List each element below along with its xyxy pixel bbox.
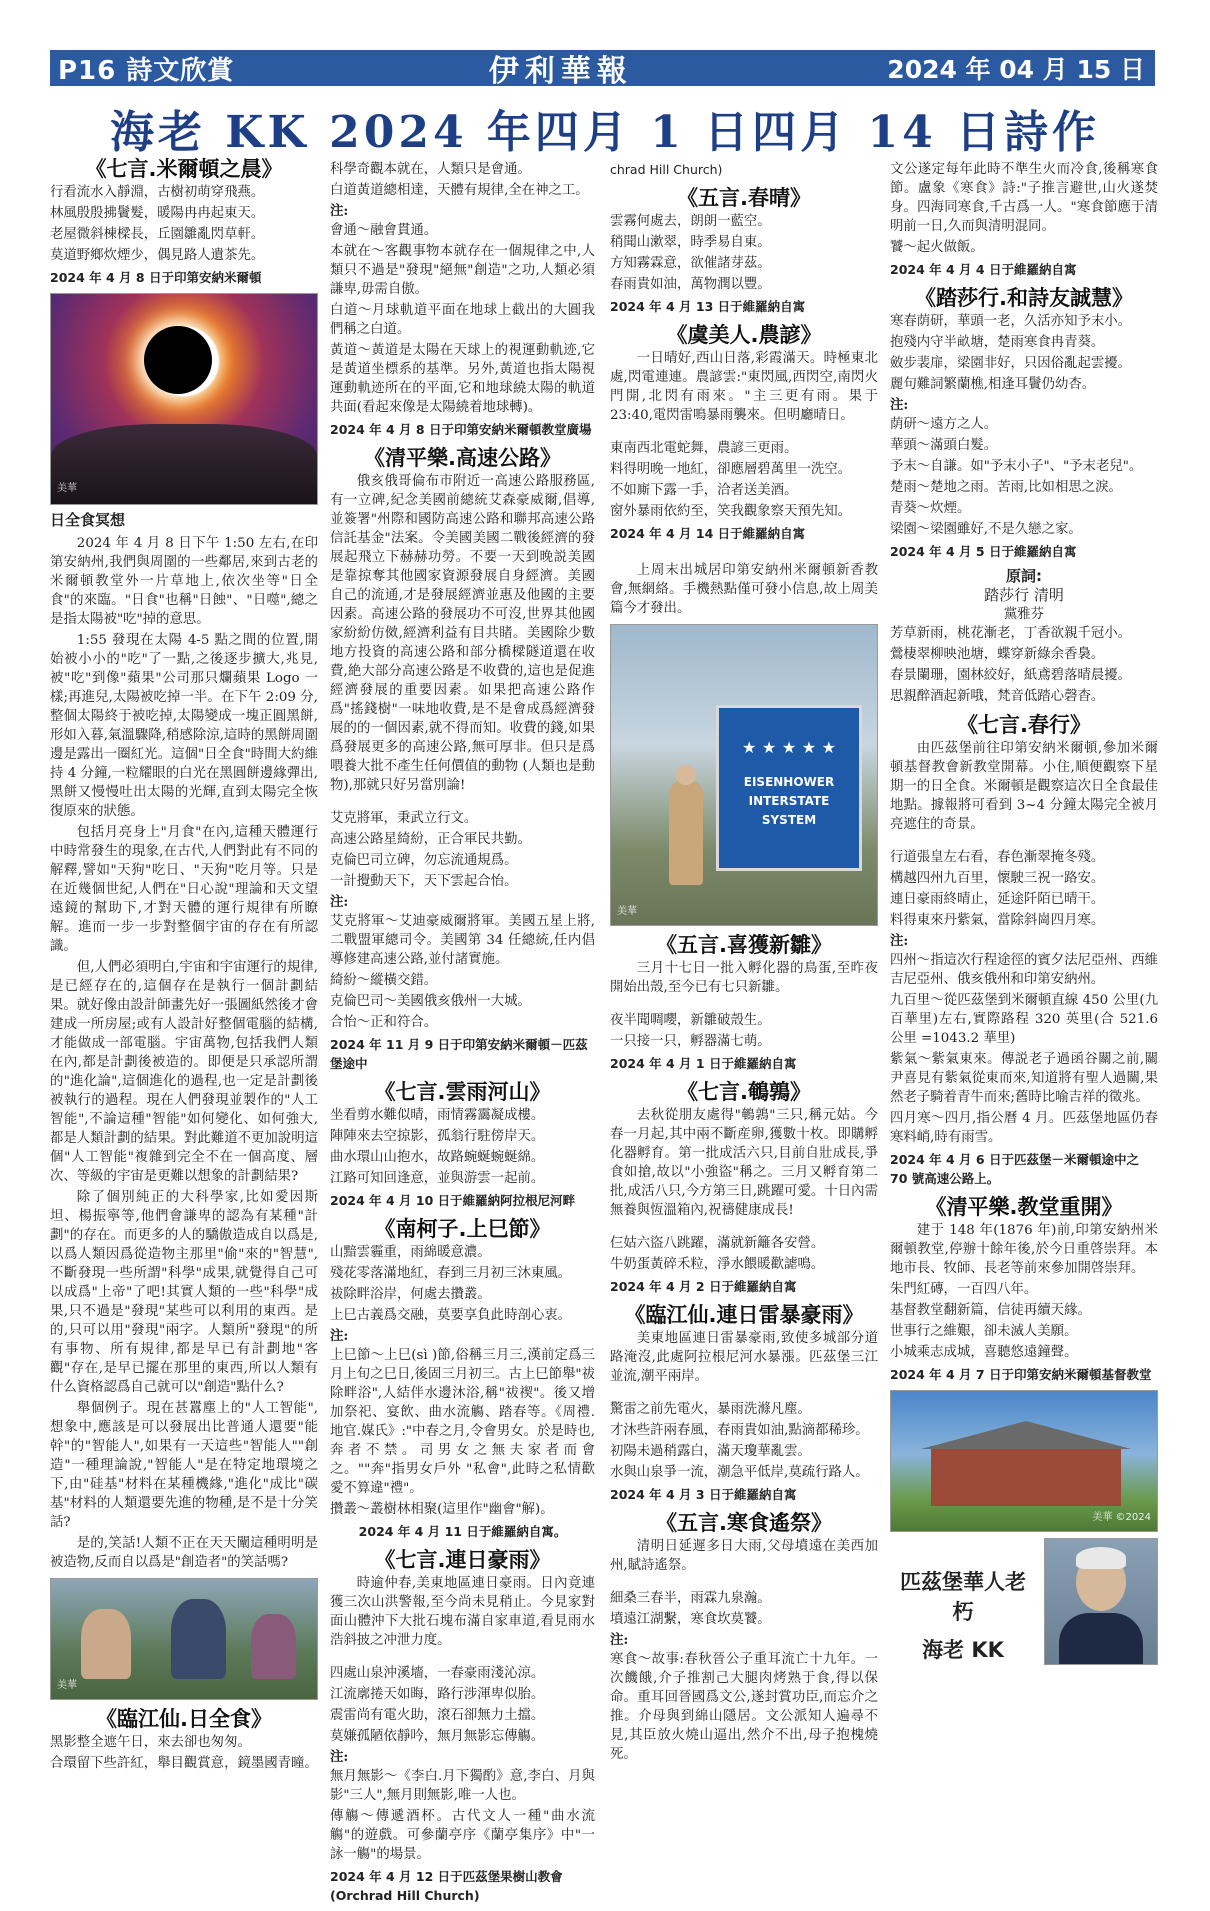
poem-title: 《五言.春晴》 <box>677 186 811 210</box>
eclipse-illustration <box>50 293 318 505</box>
poem-title: 《五言.喜獲新雛》 <box>656 933 832 957</box>
note-label: 注: <box>330 1328 349 1344</box>
poem-title: 《七言.春行》 <box>957 713 1091 737</box>
person-figure <box>669 780 703 885</box>
poem-title: 《七言.米爾頓之晨》 <box>85 157 283 181</box>
poem-title: 《七言.鵪鶉》 <box>677 1080 811 1104</box>
poem-signature: 2024 年 4 月 1 日于維羅納自寓 <box>610 1056 797 1071</box>
poem-title: 《七言.連日豪雨》 <box>374 1548 551 1572</box>
essay-title: 日全食冥想 <box>50 511 126 529</box>
poem-signature: 2024 年 11 月 9 日于印第安納米爾頓－匹茲堡途中 <box>330 1037 588 1071</box>
church-photo <box>890 1390 1158 1532</box>
page-header-bar <box>50 50 1155 89</box>
poem-title: 《七言.雲雨河山》 <box>374 1080 551 1104</box>
person-head <box>676 765 696 785</box>
poem-signature: 2024 年 4 月 5 日于維羅納自寓 <box>890 544 1077 559</box>
author-name-block <box>890 1559 1036 1665</box>
author-hair <box>1076 1547 1126 1569</box>
eclipse-disc <box>144 326 212 394</box>
poem-body: 山黯雲霾重，雨綿暖意濃。 殘花零落滿地紅，春到三月初三沐東風。 祓除畔浴岸，何處去攢叢。 上巳古義爲交融，莫要享負此時剖心衷。 <box>330 1245 572 1323</box>
note-label: 注: <box>330 1749 349 1765</box>
poem-body: 四處山泉沖溪墻，一春豪雨淺沁涼。 江流廓捲天如晦，路行涉渾卑似胎。 震雷尚有電火助，滾石卻無力土擋。 莫嫌孤陋依靜吟，無月無影忘傳觴。 <box>330 1666 545 1744</box>
author-title: 匹茲堡華人老朽 <box>900 1570 1026 1624</box>
poem-signature: 2024 年 4 月 8 日于印第安納米爾頓教堂廣場 <box>330 422 592 437</box>
author-suit <box>1059 1613 1143 1665</box>
poem-preface: 建于 148 年(1876 年)前,印第安納州米爾頓教堂,停辦十餘年後,於今日重啓崇拜。本地市長、牧師、長老等前來參加開啓崇拜。 <box>890 1223 1158 1276</box>
original-title: 踏莎行 清明 <box>984 586 1064 604</box>
note-label: 注: <box>890 397 909 413</box>
original-poem-body: 芳草新雨，桃花漸老，丁香欲親千冠小。 鶯棲翠柳映池塘，蝶穿新綠余香裊。 春景闌珊，園林絞好，紙鳶碧落晴晨擾。 思親醉酒起新哦，梵音低踏心磬杳。 <box>890 626 1132 704</box>
poem-preface: 一日晴好,西山日落,彩霞滿天。時極東北處,閃電連連。農諺雲:"東閃風,西閃空,南閃火門開,北閃有雨來。"主三更有雨。果于 23:40,電閃雷鳴暴雨襲來。但明廳晴日。 <box>610 351 878 423</box>
person-figure <box>171 1599 226 1679</box>
column-1 <box>50 157 318 1775</box>
note-label: 注: <box>610 1632 629 1648</box>
author-portrait <box>1044 1538 1158 1665</box>
note-label: 注: <box>890 933 909 949</box>
poem-title: 《清平樂.高速公路》 <box>364 446 561 470</box>
poem-title: 《臨江仙.連日雷暴豪雨》 <box>624 1303 864 1327</box>
poem-signature: 2024 年 4 月 13 日于維羅納自寓 <box>610 299 806 314</box>
section-label: P16 詩文欣賞 <box>58 55 235 86</box>
poem-body: 朱門紅磚，一百四八年。 基督教堂翻新篇，信徒再續天緣。 世事行之維艱，卻未滅人美願。 小城乘志成城，喜聽悠遠鐘聲。 <box>890 1282 1091 1360</box>
author-name: 海老 KK <box>922 1638 1004 1662</box>
poem-signature: 2024 年 4 月 6 日于匹茲堡－米爾頓途中之 70 號高速公路上。 <box>890 1152 1139 1186</box>
notice-paragraph: 上周末出城居印第安納州米爾頓新香教會,無網絡。手機熱點僅可發小信息,故上周美篇今才發出。 <box>610 563 878 616</box>
image-credit: 美華 <box>617 906 637 917</box>
person-figure <box>81 1609 131 1679</box>
person-figure <box>251 1614 296 1679</box>
poem-preface: 俄亥俄哥倫布市附近一高速公路服務區,有一立碑,紀念美國前總統艾森豪威爾,倡導,並簽署"州際和國防高速公路和聯邦高速公路信託基金"法案。令美國美國二戰後經濟的發展起飛立下赫赫功勞。不要一天到晚説美國是靠掠奪其他國家資源發展自身經濟。美國自己的流通,才是發展經濟並惠及他國的主要因素。高速公路的發展功不可沒,世界其他國家紛紛仿傚,經濟利益有目共睹。美國除少數地方投資的高速公路和部分橋樑隧道還在收費,絶大部分高速公路是不收費的,這也是促進經濟發展的重要因素。如果把高速公路作爲"搖錢樹"一味地收費,是不是會成爲經濟發展的的一個因素,就不得而知。收費的錢,如果爲發展更多的高速公路,無可厚非。但只是爲喂養大批不產生任何價值的動物 (人類也是動物),那就只好另當別論! <box>330 474 595 793</box>
note: 饕～起火做飯。 <box>890 240 984 255</box>
notes: 上巳節～上巳(sì )節,俗稱三月三,漢前定爲三月上旬之巳日,後固三月初三。古上巳節舉"祓除畔浴",人結伴水邊沐浴,稱"祓禊"。後又增加祭祀、宴飲、曲水流觴、踏春等。《周禮.地官.媒氏》:"中春之月,令會男女。於是時也,奔者不禁。司男女之無夫家者而會之。""奔"指男女戶外 "私會",此時之私情歡愛不算違"禮"。 攢叢～叢樹林相聚(這里作"幽會"解)。 <box>330 1348 595 1517</box>
star-icons: ★ ★ ★ ★ ★ <box>742 738 836 757</box>
crowd-silhouette <box>51 424 317 504</box>
column-2 <box>330 160 595 1911</box>
poem-body: 坐看剪水難似晴，雨情霧靄凝成樓。 陣陣來去空掠影，孤翁行駐傍岸天。 曲水環山山抱水，故路蜿蜒蜿蜒綿。 江路可知回逢意，並與游雲一起前。 <box>330 1108 545 1186</box>
poem-signature: 2024 年 4 月 7 日于印第安納米爾頓基督教堂 <box>890 1367 1152 1382</box>
essay-body: 2024 年 4 月 8 日下午 1:50 左右,在印第安納州,我們與周圍的一些鄰居,來到古老的米爾頓教堂外一片草地上,依次坐等"日全食"的來臨。"日食"也稱"日蝕"、"日噬",總之是指太陽被"吃"掉的意思。 1:55 發現在太陽 4-5 點之間的位置,開始被小小的"吃"了一點,之後逐步擴大,兆見,被"吃"到像"蘋果"公司那只爛蘋果 Logo 一樣;再進兒,太陽被吃掉一半。在下午 2:09 分,整個太陽終于被吃掉,太陽變成一塊正圓黑餅,形如入暮,氣溫驟降,稍感除涼,這時的黑餅周圍邊是露出一圈紅光。這個"日全食"時間大約維持 4 分鐘,一粒耀眼的白光在黑圓餅邊緣彈出,黑餅又慢慢吐出太陽的光輝,直到太陽完全恢復原來的狀態。 包括月亮身上"月食"在內,這種天體運行中時常發生的現象,在古代,人們對此有不同的解釋,譬如"天狗"吃日、"天狗"吃月等。只是在近幾個世紀,人們在"日心說"理論和天文望遠鏡的幫助下,才對天體的運行規律有所瞭解。進而一步一步對整個宇宙的存在有所認識。 但,人們必須明白,宇宙和宇宙運行的規律,是已經存在的,這個存在是執行一個計劃結果。就好像由設計師畫先好一張圖紙然後才會建成一所房屋;或有人設計好整個電腦的結構,才能做成一部電腦。宇宙萬物,包括我們人類在內,都是計劃後被造的。即便是只承認所謂的"進化論",這個進化的過程,也一定是計劃後被執行的過程。現在人們發現並製作的"人工智能",不論這種"智能"如何變化、如何強大,都是人類計劃的結果。對此難道不更加說明這個"人工智能"複雜到完全不在一個高度、層次、等級的宇宙是更難以想象的計劃結果? 除了個別純正的大科學家,比如愛因斯坦、楊振寧等,他們會謙卑的認為有某種"計劃"的存在。而更多的人的驕傲造成自以爲是,以爲人類因爲從造物主那里"偷"來的"智慧",不斷發現一些所謂"科學"成果,就覺得自己可以成爲"上帝"了吧!其實人類的一些"科學"成果,只不過是"發現"某些可以利用的東西。是的,只可以用"發現"兩字。人類所"發現"的所有事物、所有規律,都是早已有計劃地"客觀"存在,是早已擺在那里的東西,所以人類有什么資格認爲自己就可以"創造"點什么? 舉個例子。現在甚囂塵上的"人工智能",想象中,應該是可以發展出比普通人還要"能幹"的"智能人",如果有一天這些"智能人""創造"一種理論說,"智能人"是在特定地環境之下,由"硅基"材料在某種機緣,"進化"成比"碳基"材料的人類還要先進的物種,是不是十分笑話? 是的,笑話!人類不正在天天闡這種明明是被造物,反而自以爲是"創造者"的笑話嗎? <box>50 536 318 1570</box>
poem-preface: 時逾仲春,美東地區連日豪雨。日內竟連獲三次山洪警報,至今尚未見稍止。今見家對面山體沖下大批石塊布滿自家車道,看見雨水浩斜披之冲泄力度。 <box>330 1576 595 1648</box>
column-4 <box>890 160 1158 1665</box>
eclipse-viewers-photo <box>50 1578 318 1700</box>
poem-title: 《五言.寒食遙祭》 <box>656 1511 832 1535</box>
poem-signature: 2024 年 4 月 2 日于維羅納自寓 <box>610 1279 797 1294</box>
poem-body: 夜半聞啁嚶，新雛破殼生。 一只接一只，孵器滿七萌。 <box>610 1013 771 1049</box>
issue-date: 2024 年 04 月 15 日 <box>887 55 1145 84</box>
interstate-sign: ★ ★ ★ ★ ★ EISENHOWER INTERSTATE SYSTEM <box>716 705 862 871</box>
poem-body: 艾克將軍，秉武立行文。 高速公路星綺紛，正合軍民共勤。 克倫巴司立碑，勿忘流通規爲。 一計攪動天下，天下雲起合怡。 <box>330 811 531 889</box>
poem-signature: 2024 年 4 月 14 日于維羅納自寓 <box>610 526 806 541</box>
poem-title: 《踏莎行.和詩友誠慧》 <box>915 286 1133 310</box>
poem-signature: 2024 年 4 月 8 日于印第安納米爾頓 <box>50 270 262 285</box>
note-continuation: 文公遂定每年此時不準生火而冷食,後稱寒食節。盧象《寒食》詩:"子推言避世,山火遂焚身。四海同寒食,千古爲一人。"寒食節應于清明前一日,久而與清明混同。 <box>890 162 1158 234</box>
poem-body: 黑影整全遮午日，來去卻也匆匆。 合環留下些許紅，舉目觀賞意，鏡墨國青曈。 <box>50 1735 318 1771</box>
church-building <box>931 1446 1121 1506</box>
author-block <box>890 1538 1158 1665</box>
poem-preface: 由匹茲堡前往印第安納米爾頓,參加米爾頓基督教會新教堂開幕。小住,順便觀察下星期一的日全食。米爾頓是觀察這次日全食最佳地點。據報將可看到 3~4 分鐘太陽完全被月亮遮住的奇景。 <box>890 741 1158 832</box>
poem-body: 雲霧何處去，朗朗一藍空。 稍聞山漱翠，時季易自東。 方知霧霖意，欲催諸芽茲。 春雨貴如油，萬物潤以豐。 <box>610 214 771 292</box>
poem-signature: 2024 年 4 月 12 日于匹茲堡果樹山教會(Orchrad Hill Church) <box>330 1869 563 1903</box>
poem-signature: 2024 年 4 月 11 日于維羅納自寓。 <box>358 1524 567 1539</box>
notes: 荫研～遠方之人。 華頭～滿頭白髮。 予末～自謙。如"予末小子"、"予末老兒"。 楚雨～楚地之雨。苦雨,比如相思之淚。 青葵～炊煙。 梁園～梁園雖好,不是久戀之家。 <box>890 417 1143 537</box>
image-credit: 美華 <box>57 1680 77 1691</box>
eisenhower-sign-photo <box>610 624 878 926</box>
page-headline: 海老 KK 2024 年四月 1 日四月 14 日詩作 <box>109 107 1101 158</box>
image-credit: 美華 <box>57 483 77 494</box>
note: 寒食～故事:春秋晉公子重耳流亡十九年。一次饑餓,介子推割己大腿肉烤熟于食,得以保命。重耳回晉國爲文公,遂封賞功臣,而忘介之推。介母與到綿山隱居。文公派知人遍尋不見,其臣放火燒山逼出,然介不出,母子抱槐燒死。 <box>610 1652 878 1762</box>
poem-title: 《清平樂.教堂重開》 <box>925 1195 1123 1219</box>
poem-continuation: 科學奇觀本就在，人類只是會通。 白道黃道總相達，天體有規律,全在神之工。 <box>330 162 589 198</box>
poem-body: 行看流水入靜淵，古樹初萌穿飛燕。 林風殷殷拂鬢髮，暖陽冉冉起東天。 老屋微斜棟樑長，丘園雛亂閃草軒。 莫道野鄉炊煙少，偶見路人遺茶先。 <box>50 185 265 263</box>
notes: 會通～融會貫通。 本就在～客觀事物本就存在一個規律之中,人類只不過是"發現"絕無"創造"之功,人類必須謙卑,毋需自傲。 白道～月球軌道平面在地球上截出的大圓我們稱之白道。 黃道～黃道是太陽在天球上的視運動軌迹,它是黃道坐標系的基準。另外,黃道也指太陽視運動軌迹所在的平面,它和地球繞太陽的軌道共面(看起來像是太陽繞着地球轉)。 <box>330 223 595 415</box>
masthead: 伊利華報 <box>488 54 633 89</box>
poem-body: 仨姑六盜八跳躍，滿就新籬各安營。 牛奶蛋黃碎禾粒，淨水餵暖歡謔鳴。 <box>610 1236 825 1272</box>
poem-preface: 三月十七日一批入孵化器的鳥蛋,至昨夜開始出殼,至今已有七只新雛。 <box>610 961 878 995</box>
notes: 無月無影～《李白.月下獨酌》意,李白、月與影"三人",無月則無影,唯一人也。 傳觴～傳遞酒杯。古代文人一種"曲水流觴"的遊戲。可參蘭亭序《蘭亭集序》中"一詠一觴"的場景。 <box>330 1769 595 1862</box>
poem-body: 驚雷之前先電火，暴雨洗滌凡塵。 才沐些許兩春風，春雨貴如油,點滴都稀珍。 初陽未過稍露白，滿天瓊華亂雲。 水與山泉爭一流，潮急平低岸,莫疏行路人。 <box>610 1402 869 1480</box>
poem-body: 細桑三春半，雨霖九泉瀚。 墳遠江湖繫，寒食坎莫饕。 <box>610 1591 771 1627</box>
notes: 四州～指這次行程途徑的賓夕法尼亞州、西維吉尼亞州、俄亥俄州和印第安納州。 九百里～從匹茲堡到米爾頓直線 450 公里(九百華里)左右,實際路程 320 英里(合 521.6 公里 =1043.2 華里) 紫氣～紫氣東來。傳説老子過函谷關之前,關尹喜見有紫氣從東而來,知道將有聖人過關,果然老子騎着青牛而來;舊時比喻吉祥的徵兆。 四月寒～四月,指公曆 4 月。匹茲堡地區仍春寒料峭,時有雨雪。 <box>890 953 1158 1145</box>
notes: 艾克將軍～艾迪豪威爾將軍。美國五星上將,二戰盟軍總司令。美國第 34 任總統,任内倡導修建高速公路,並付諸實施。 綺紛～縱橫交錯。 克倫巴司～美國俄亥俄州一大城。 合怡～正和符合。 <box>330 914 595 1030</box>
poem-preface: 美東地區連日雷暴豪雨,致使多城部分道路淹沒,此處阿拉根尼河水暴漲。匹茲堡三江並流,潮平兩岸。 <box>610 1331 878 1384</box>
poem-preface: 去秋從朋友處得"鵪鶉"三只,稱元姑。今春一月起,其中兩不斷産卵,獲數十枚。即購孵化器孵育。第一批成活六只,目前自壯成長,爭食如搶,故以"小強盜"稱之。三月又孵育第二批,成活八只,今方第三日,跳躍可愛。十日內需無養與恆溫箱內,祝禱健康成長! <box>610 1108 878 1218</box>
poem-body: 寒春荫研，華頭一老，久活亦知予末小。 抱殘内守半畝塘，楚雨寒食冉青葵。 斂步裴扉，梁園非好，只因俗亂起雲擾。 麗句難詞繁蘭樵,相逢耳鬢仍幼杏。 <box>890 314 1132 392</box>
poem-preface: 清明日延遲多日大雨,父母墳遠在美西加州,賦詩遙祭。 <box>610 1539 878 1573</box>
column-3 <box>610 160 878 1766</box>
poem-signature: 2024 年 4 月 10 日于維羅納阿拉根尼河畔 <box>330 1193 576 1208</box>
image-credit: 美華 ©2024 <box>1092 1512 1151 1523</box>
signature-continuation: chrad Hill Church) <box>610 162 723 177</box>
poem-title: 《南柯子.上巳節》 <box>374 1217 551 1241</box>
poem-body: 東南西北電蛇舞，農諺三更雨。 料得明晚一地紅，卻應層碧萬里一洗空。 不如廝下露一手，洽者送美酒。 窗外暴雨依約至，笑我觀象察天預先知。 <box>610 441 852 519</box>
original-author: 黨雅芬 <box>1003 607 1045 622</box>
poem-title: 《臨江仙.日全食》 <box>96 1707 272 1731</box>
original-label: 原詞: <box>1006 567 1042 585</box>
poem-signature: 2024 年 4 月 4 日于維羅納自寓 <box>890 262 1077 277</box>
church-roof <box>921 1421 1131 1449</box>
poem-signature: 2024 年 4 月 3 日于維羅納自寓 <box>610 1487 797 1502</box>
note-label: 注: <box>330 894 349 910</box>
poem-title: 《虞美人.農諺》 <box>666 323 822 347</box>
note-label: 注: <box>330 203 349 219</box>
poem-body: 行道張皇左右看，春色漸翠掩冬殘。 構越四州九百里，懷駛三祝一路安。 連日豪雨終晴止，延途阡陌已晴干。 料得東來丹紫氣，當除斜崗四月寒。 <box>890 850 1105 928</box>
